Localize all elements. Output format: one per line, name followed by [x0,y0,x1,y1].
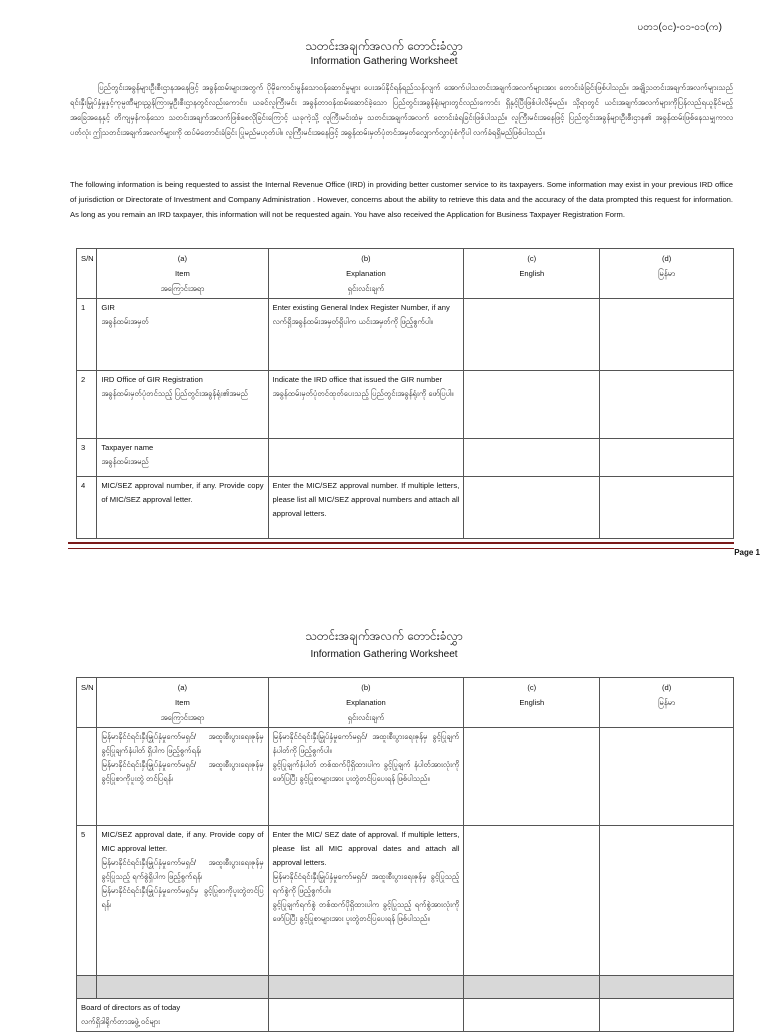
row-sn: 2 [77,371,97,439]
myanmar-answer-cell[interactable] [600,477,734,539]
myanmar-answer-cell[interactable] [600,299,734,371]
page-title-myanmar: သတင်းအချက်အလက် တောင်းခံလွှာ [305,39,463,53]
table-row [77,371,734,439]
myanmar-answer-cell[interactable] [600,999,734,1032]
separator-cell [464,976,600,999]
item-my: အခွန်ထမ်းမှတ်ပုံတင်သည့် ပြည်တွင်းအခွန်ရုံး၏အမည် [101,389,248,398]
header-myanmar [600,249,734,299]
table-row [77,477,734,539]
expl-en: Enter existing General Index Register Number, if any [272,303,450,312]
header-myanmar-label: မြန်မာ [658,698,676,707]
expl-my: လက်ရှိအခွန်ထမ်းအမှတ်ရှိပါက ယင်းအမှတ်ကို ဖြည့်စွက်ပါ။ [272,317,433,326]
intro-paragraph-english: The following information is being requested to assist the Internal Revenue Office (IRD) in providing better customer service to its taxpayers. Some information may exist in your previous IRD office of jurisdiction or Directorate of Investment and Company Administration . However, concerns about the ability to retrieve this data and the accuracy of the data prompted this request for information. As long as you remain an IRD taxpayer, this information will not be requested again. You have also received the Application for Business Taxpayer Registration Form. [70,180,733,219]
worksheet-table-page1 [76,248,734,539]
header-expl-letter: (b) [361,254,371,263]
page2-title-english: Information Gathering Worksheet [310,649,458,660]
item-en: MIC/SEZ approval number, if any. Provide copy of MIC/SEZ approval letter. [101,481,264,504]
separator-cell [77,976,97,999]
footer-divider [68,542,734,549]
english-answer-cell[interactable] [464,439,600,477]
header-expl-en: Explanation [346,698,386,707]
board-explanation-cell [268,999,464,1032]
row-explanation [268,439,464,477]
board-heading [77,999,269,1032]
myanmar-answer-cell[interactable] [600,371,734,439]
header-expl-en: Explanation [346,269,386,278]
header-sn: S/N [77,678,97,728]
row-explanation [268,371,464,439]
item-my: မြန်မာနိုင်ငံရင်းနှီးမြှုပ်နှံမှုကော်မရှင်/ အထူးစီးပွားရေးဇုန်မှ ခွင့်ပြုသည့် ရက်စွဲရှိပါက ဖြည့်စွက်ရန်၊ [101,858,264,881]
header-item-letter: (a) [177,683,188,692]
header-english [464,678,600,728]
expl-my: ခွင့်ပြုချက်နံပါတ် တစ်ထက်ပိုရှိထားပါက ခွင့်ပြုချက် နံပါတ်အားလုံးကို ဖော်ပြပြီး ခွင့်ပြုစာများအား ပူးတွဲတင်ပြပေးရန် ဖြစ်ပါသည်။ [272,760,460,783]
row-sn: 5 [77,826,97,976]
table-header-row [77,249,734,299]
header-myanmar-letter: (d) [661,254,672,263]
item-my: အခွန်ထမ်းအမည် [101,457,149,466]
header-myanmar-label: မြန်မာ [658,269,676,278]
header-item-en: Item [175,269,190,278]
row-sn: 4 [77,477,97,539]
header-myanmar [600,678,734,728]
row-item [97,477,268,539]
english-answer-cell[interactable] [464,999,600,1032]
row-sn [77,728,97,826]
board-of-directors-row [77,999,734,1032]
expl-en: Indicate the IRD office that issued the GIR number [272,375,443,384]
board-heading-en: Board of directors as of today [81,1003,181,1012]
row-sn: 3 [77,439,97,477]
expl-my: ခွင့်ပြုချက်ရက်စွဲ တစ်ထက်ပိုရှိထားပါက ခွင့်ပြုသည့် ရက်စွဲအားလုံးကို ဖော်ပြပြီး ခွင့်ပြုစာများအား ပူးတွဲတင်ပြပေးရန် ဖြစ်ပါသည်။ [272,900,460,923]
page2-title-myanmar: သတင်းအချက်အလက် တောင်းခံလွှာ [305,629,463,643]
row-explanation [268,299,464,371]
page-number: Page 1 [734,548,760,557]
row-item [97,826,268,976]
header-myanmar-letter: (d) [661,683,672,692]
row-item [97,439,268,477]
header-explanation [268,249,464,299]
expl-my: မြန်မာနိုင်ငံရင်းနှီးမြှုပ်နှံမှုကော်မရှင်/ အထူးစီးပွားရေးဇုန်မှ ခွင့်ပြုချက်နံပါတ်ကို ဖြည့်စွက်ပါ။ [272,732,460,755]
header-item-letter: (a) [177,254,188,263]
myanmar-answer-cell[interactable] [600,728,734,826]
table-row [77,826,734,976]
board-heading-my: လက်ရှိဒါရိုက်တာအဖွဲ့ ဝင်များ [81,1017,160,1026]
header-item [97,249,268,299]
expl-my: မြန်မာနိုင်ငံရင်းနှီးမြှုပ်နှံမှုကော်မရှင်/ အထူးစီးပွားရေးဇုန်မှ ခွင့်ပြုသည့်ရက်စွဲကို ဖြည့်စွက်ပါ။ [272,872,460,895]
separator-cell [268,976,464,999]
separator-cell [600,976,734,999]
item-en: GIR [101,303,115,312]
header-sn: S/N [77,249,97,299]
header-expl-my: ရှင်းလင်းချက် [347,713,385,722]
row-explanation [268,728,464,826]
expl-en: Enter the MIC/SEZ approval number. If multiple letters, please list all MIC/SEZ approval numbers and attach all approval letters. [272,481,460,518]
myanmar-answer-cell[interactable] [600,826,734,976]
myanmar-answer-cell[interactable] [600,439,734,477]
header-expl-letter: (b) [361,683,371,692]
item-en: IRD Office of GIR Registration [101,375,203,384]
intro-paragraph-myanmar: ပြည်တွင်းအခွန်များဦးစီးဌာနအနေဖြင့် အခွန်ထမ်းများအတွက် ပိုမိုကောင်းမွန်သောဝန်ဆောင်မှုများ ပေးအပ်နိုင်ရန်ရည်သန်လျက် အောက်ပါသတင်းအချက်အလက်များအား တောင်းခံခြင်းဖြစ်ပါသည်။ အချို့သတင်းအချက်အလက်များသည် ရင်းနှီးမြှုပ်နှံမှုနှင့်ကုမ္ပဏီများညွှန်ကြားမှုဦးစီးဌာနတွင်လည်းကောင်း၊ ယခင်လူကြီးမင်း အခွန်တာဝန်ထမ်းဆောင်ခဲ့သော ပြည်တွင်းအခွန်ရုံးများတွင်လည်းကောင်း ရှိနှင့်ပြီးဖြစ်ပါလိမ့်မည်။ သို့ရာတွင် ယင်းအချက်အလက်များကိုပြန်လည်ရယူနိုင်မည့်အခြေအနေနှင့် တိကျမှန်ကန်သော သတင်းအချက်အလက်ဖြစ်စေလိုခြင်းကြောင့် ယခုကဲ့သို့ လူကြီးမင်းထံမှ သတင်းအချက်အလက် တောင်းခံရခြင်းဖြစ်ပါသည်။ လူကြီးမင်းအနေဖြင့် ပြည်တွင်းအခွန်များဦးစီးဌာန၏ အခွန်ထမ်းဖြစ်နေသမျှကာလပတ်လုံး ဤသတင်းအချက်အလက်များကို ထပ်မံတောင်းခံခြင်း ပြုမည်မဟုတ်ပါ။ လူကြီးမင်းအနေဖြင့် အခွန်ထမ်းမှတ်ပုံတင်အမှတ်လျှောက်လွှာပုံစံကိုပါ လက်ခံရရှိမည်ဖြစ်ပါသည်။ [70,83,733,137]
item-my: မြန်မာနိုင်ငံရင်းနှီးမြှုပ်နှံမှုကော်မရှင်/ အထူးစီးပွားရေးဇုန်မှ ခွင့်ပြုစာကိုပူးတွဲ တင်ပြရန်၊ [101,760,264,783]
header-english-label: English [519,269,545,278]
table-header-row [77,678,734,728]
row-explanation [268,826,464,976]
english-answer-cell[interactable] [464,371,600,439]
form-code: ပတ၁(၀င)-၀၁-၀၁(က) [637,22,722,33]
item-my: အခွန်ထမ်းအမှတ် [101,317,149,326]
expl-en: Enter the MIC/ SEZ date of approval. If multiple letters, please list all MIC approval dates and attach all approval letters. [272,830,460,867]
item-my: မြန်မာနိုင်ငံရင်းနှီးမြှုပ်နှံမှုကော်မရှင်/ အထူးစီးပွားရေးဇုန်မှ ခွင့်ပြုချက်နံပါတ် ရှိပါက ဖြည့်စွက်ရန်၊ [101,732,264,755]
english-answer-cell[interactable] [464,299,600,371]
english-answer-cell[interactable] [464,826,600,976]
separator-cell [97,976,268,999]
item-my: မြန်မာနိုင်ငံရင်းနှီးမြှုပ်နှံမှုကော်မရှင်မှ ခွင့်ပြုစာကိုပူးတွဲတင်ပြရန်၊ [101,886,264,909]
header-item-my: အကြောင်းအရာ [160,284,205,293]
row-item [97,299,268,371]
english-answer-cell[interactable] [464,477,600,539]
page-title-english: Information Gathering Worksheet [310,56,458,67]
row-item [97,371,268,439]
header-english [464,249,600,299]
section-separator-row [77,976,734,999]
header-expl-my: ရှင်းလင်းချက် [347,284,385,293]
row-explanation [268,477,464,539]
header-item [97,678,268,728]
expl-my: အခွန်ထမ်းမှတ်ပုံတင်ထုတ်ပေးသည့် ပြည်တွင်းအခွန်ရုံးကို ဖော်ပြပါ။ [272,389,454,398]
item-en: Taxpayer name [101,443,154,452]
header-item-en: Item [175,698,190,707]
table-row [77,728,734,826]
header-english-letter: (c) [527,683,537,692]
table-row [77,439,734,477]
item-en: MIC/SEZ approval date, if any. Provide copy of MIC approval letter. [101,830,264,853]
row-item [97,728,268,826]
row-sn: 1 [77,299,97,371]
header-explanation [268,678,464,728]
header-english-letter: (c) [527,254,537,263]
english-answer-cell[interactable] [464,728,600,826]
worksheet-table-page2 [76,677,734,1032]
table-row [77,299,734,371]
header-english-label: English [519,698,545,707]
header-item-my: အကြောင်းအရာ [160,713,205,722]
